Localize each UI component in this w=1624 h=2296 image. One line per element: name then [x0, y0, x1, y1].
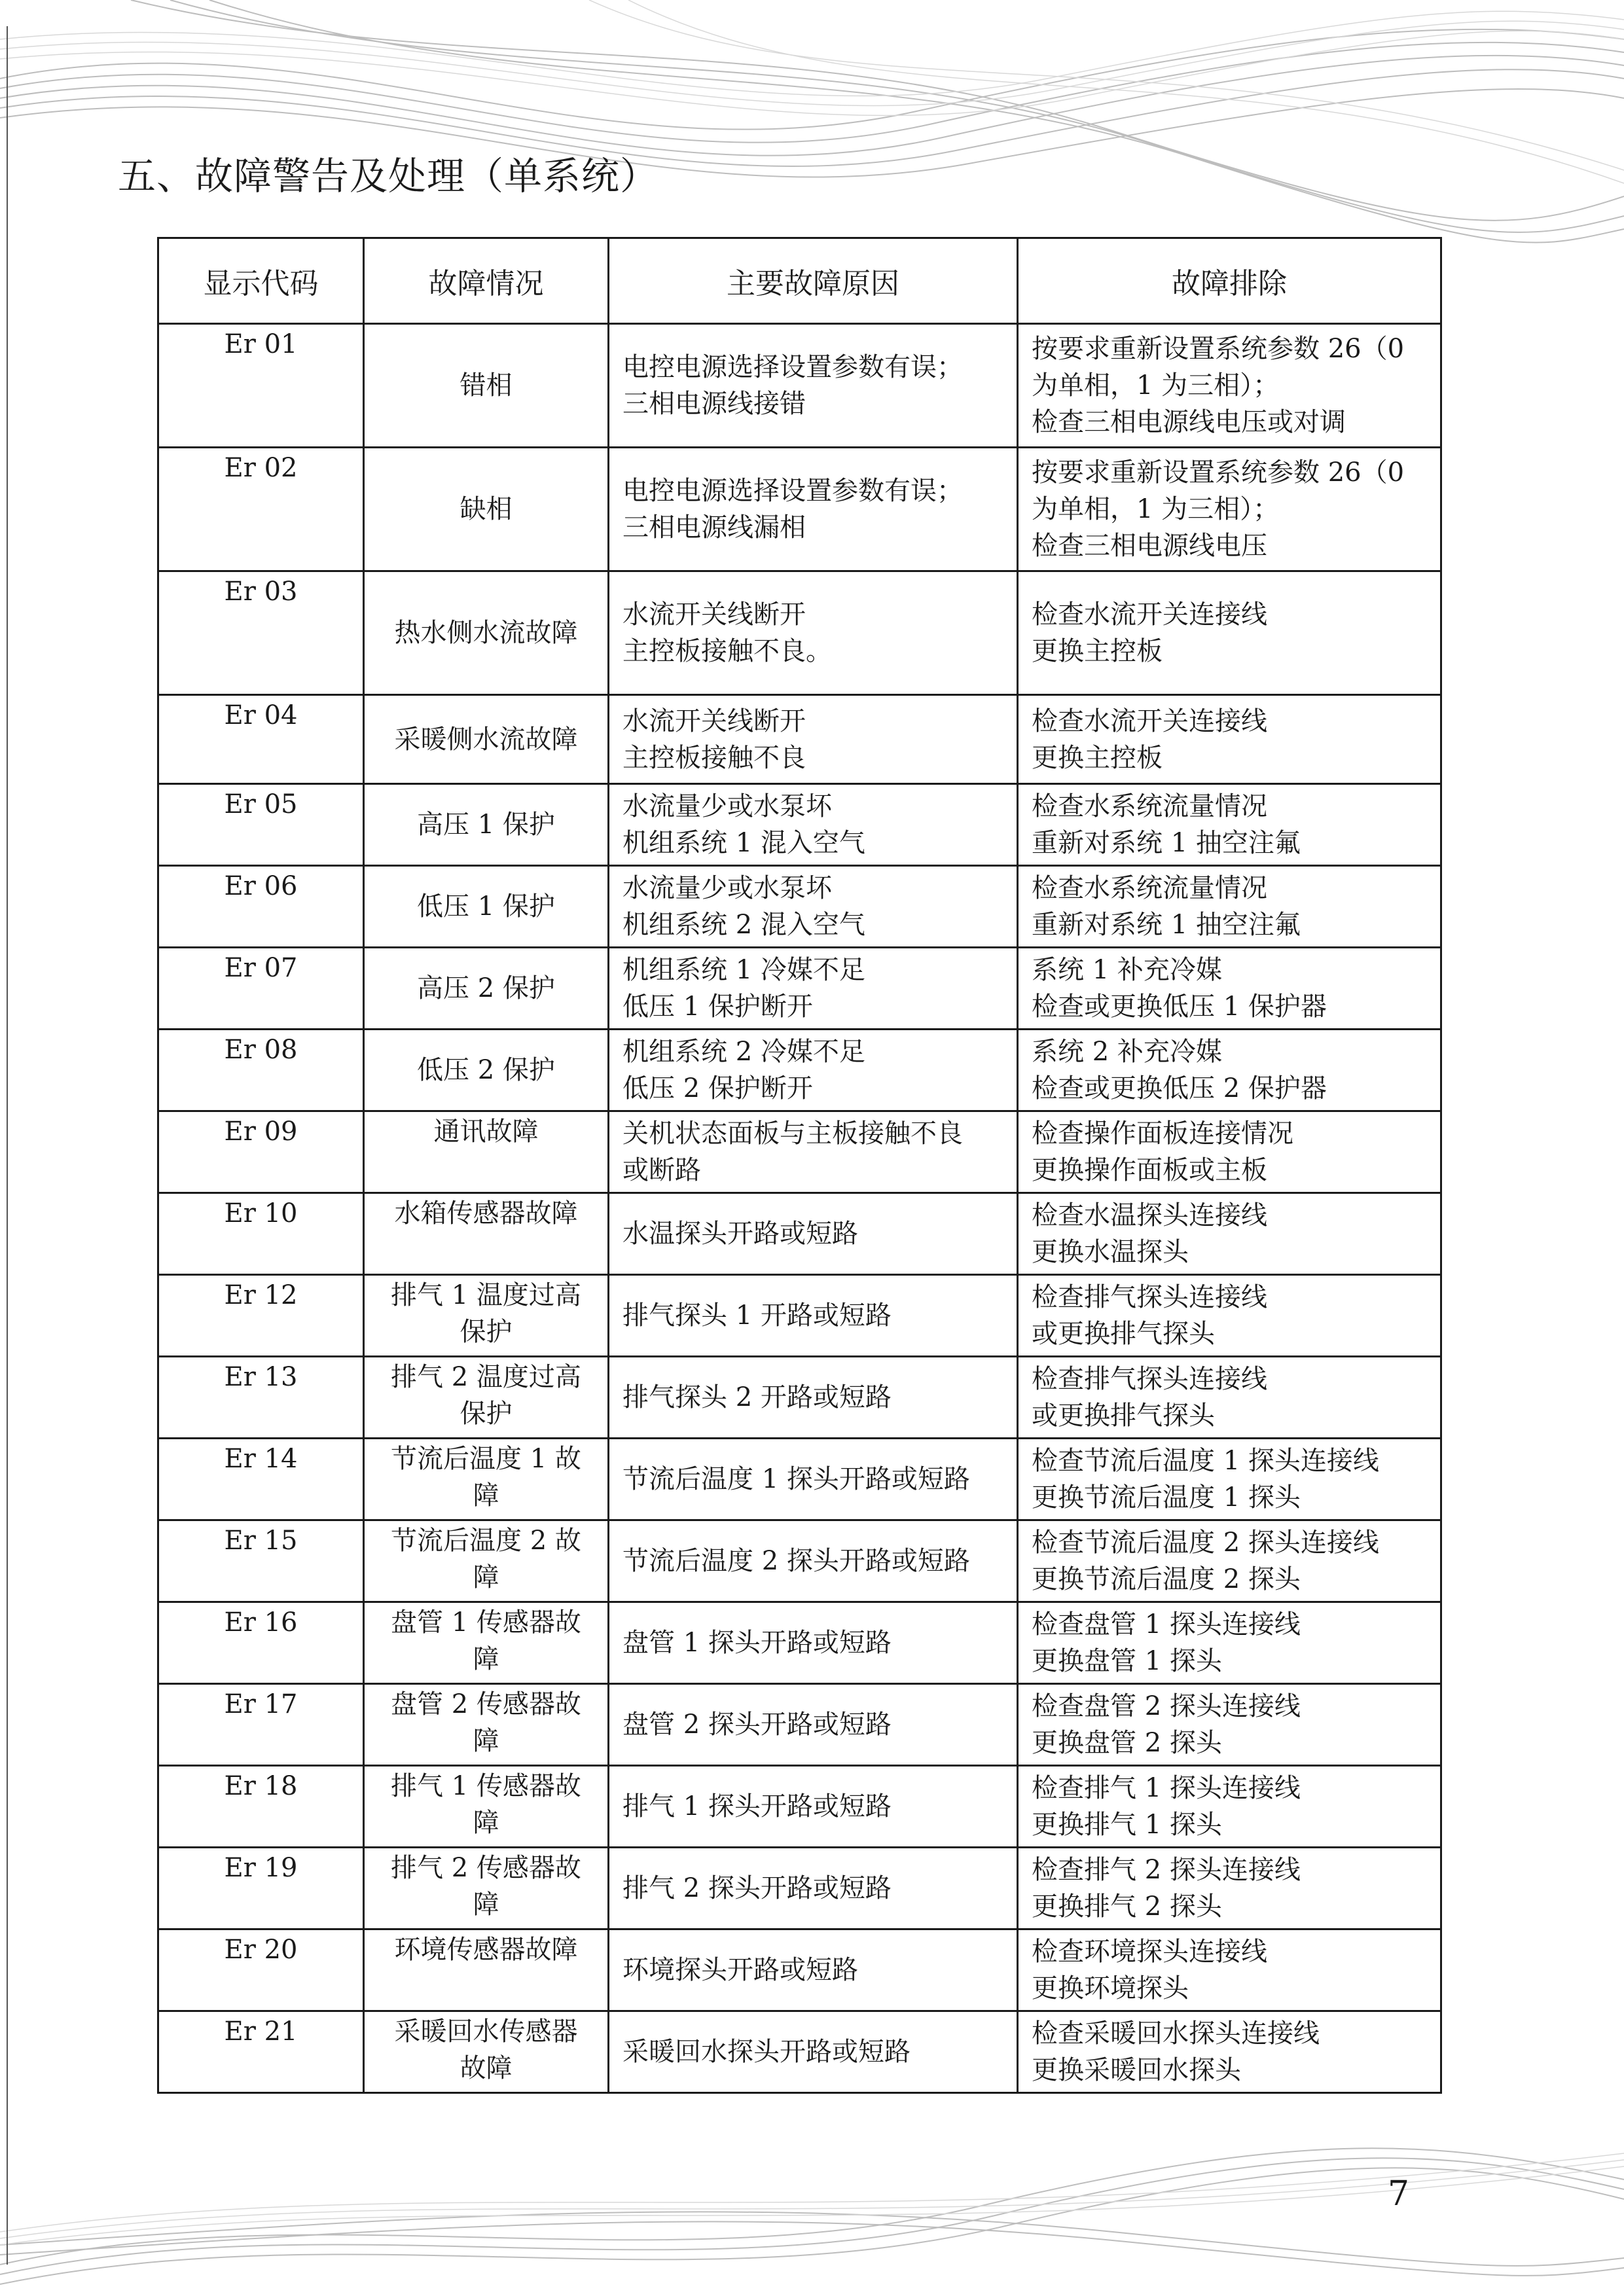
fault-remedy: 系统 1 补充冷媒 检查或更换低压 1 保护器 [1018, 948, 1441, 1030]
fault-remedy: 检查盘管 1 探头连接线 更换盘管 1 探头 [1018, 1602, 1441, 1684]
fault-condition: 节流后温度 2 故 障 [364, 1520, 609, 1602]
fault-cause: 排气 2 探头开路或短路 [609, 1848, 1018, 1929]
table-row [158, 1111, 1441, 1193]
fault-condition: 低压 1 保护 [364, 866, 609, 948]
fault-remedy: 检查操作面板连接情况 更换操作面板或主板 [1018, 1111, 1441, 1193]
fault-cause: 电控电源选择设置参数有误； 三相电源线漏相 [609, 448, 1018, 571]
fault-code: Er 06 [158, 866, 364, 948]
fault-remedy: 系统 2 补充冷媒 检查或更换低压 2 保护器 [1018, 1030, 1441, 1111]
fault-remedy: 检查排气 2 探头连接线 更换排气 2 探头 [1018, 1848, 1441, 1929]
table-row [158, 1848, 1441, 1929]
header-fault-condition: 故障情况 [364, 238, 609, 324]
fault-cause: 节流后温度 1 探头开路或短路 [609, 1439, 1018, 1520]
table-row [158, 784, 1441, 866]
fault-cause: 水流开关线断开 主控板接触不良 [609, 695, 1018, 784]
fault-remedy: 检查节流后温度 2 探头连接线 更换节流后温度 2 探头 [1018, 1520, 1441, 1602]
fault-condition: 盘管 1 传感器故 障 [364, 1602, 609, 1684]
fault-cause: 环境探头开路或短路 [609, 1929, 1018, 2011]
fault-condition: 水箱传感器故障 [364, 1193, 609, 1275]
fault-cause: 排气探头 2 开路或短路 [609, 1357, 1018, 1439]
fault-cause: 机组系统 1 冷媒不足 低压 1 保护断开 [609, 948, 1018, 1030]
fault-code: Er 14 [158, 1439, 364, 1520]
table-header-row [158, 238, 1441, 324]
fault-condition: 热水侧水流故障 [364, 571, 609, 695]
table-row [158, 1439, 1441, 1520]
fault-code: Er 13 [158, 1357, 364, 1439]
table-row [158, 448, 1441, 571]
table-row [158, 1357, 1441, 1439]
fault-remedy: 检查水温探头连接线 更换水温探头 [1018, 1193, 1441, 1275]
fault-remedy: 检查排气探头连接线 或更换排气探头 [1018, 1275, 1441, 1357]
fault-condition: 排气 1 温度过高 保护 [364, 1275, 609, 1357]
table-row [158, 1684, 1441, 1766]
fault-code: Er 10 [158, 1193, 364, 1275]
page-left-border [7, 26, 8, 2265]
fault-code: Er 09 [158, 1111, 364, 1193]
fault-condition: 低压 2 保护 [364, 1030, 609, 1111]
fault-remedy: 检查盘管 2 探头连接线 更换盘管 2 探头 [1018, 1684, 1441, 1766]
fault-remedy: 检查环境探头连接线 更换环境探头 [1018, 1929, 1441, 2011]
fault-table [157, 237, 1442, 2094]
fault-remedy: 检查排气探头连接线 或更换排气探头 [1018, 1357, 1441, 1439]
table-row [158, 1193, 1441, 1275]
header-main-cause: 主要故障原因 [609, 238, 1018, 324]
fault-code: Er 12 [158, 1275, 364, 1357]
fault-cause: 排气探头 1 开路或短路 [609, 1275, 1018, 1357]
fault-code: Er 03 [158, 571, 364, 695]
fault-condition: 采暖回水传感器 故障 [364, 2011, 609, 2093]
table-row [158, 1030, 1441, 1111]
fault-cause: 电控电源选择设置参数有误； 三相电源线接错 [609, 324, 1018, 448]
fault-code: Er 17 [158, 1684, 364, 1766]
table-row [158, 866, 1441, 948]
decorative-wave-bottom [0, 2114, 1624, 2296]
fault-remedy: 检查采暖回水探头连接线 更换采暖回水探头 [1018, 2011, 1441, 2093]
fault-code: Er 18 [158, 1766, 364, 1848]
fault-cause: 水流开关线断开 主控板接触不良。 [609, 571, 1018, 695]
fault-remedy: 检查水流开关连接线 更换主控板 [1018, 571, 1441, 695]
fault-code: Er 04 [158, 695, 364, 784]
fault-cause: 机组系统 2 冷媒不足 低压 2 保护断开 [609, 1030, 1018, 1111]
fault-condition: 高压 1 保护 [364, 784, 609, 866]
fault-condition: 环境传感器故障 [364, 1929, 609, 2011]
fault-code: Er 21 [158, 2011, 364, 2093]
fault-code: Er 15 [158, 1520, 364, 1602]
fault-code: Er 08 [158, 1030, 364, 1111]
header-troubleshooting: 故障排除 [1018, 238, 1441, 324]
fault-condition: 错相 [364, 324, 609, 448]
fault-condition: 节流后温度 1 故 障 [364, 1439, 609, 1520]
table-row [158, 1520, 1441, 1602]
table-row [158, 695, 1441, 784]
table-row [158, 1766, 1441, 1848]
table-row [158, 948, 1441, 1030]
fault-condition: 高压 2 保护 [364, 948, 609, 1030]
fault-cause: 水流量少或水泵坏 机组系统 2 混入空气 [609, 866, 1018, 948]
fault-code: Er 20 [158, 1929, 364, 2011]
fault-code: Er 02 [158, 448, 364, 571]
table-row [158, 571, 1441, 695]
table-row [158, 1929, 1441, 2011]
fault-cause: 水流量少或水泵坏 机组系统 1 混入空气 [609, 784, 1018, 866]
fault-code: Er 01 [158, 324, 364, 448]
fault-remedy: 按要求重新设置系统参数 26（0 为单相，1 为三相）； 检查三相电源线电压或对调 [1018, 324, 1441, 448]
fault-remedy: 检查水系统流量情况 重新对系统 1 抽空注氟 [1018, 866, 1441, 948]
fault-remedy: 检查节流后温度 1 探头连接线 更换节流后温度 1 探头 [1018, 1439, 1441, 1520]
fault-cause: 水温探头开路或短路 [609, 1193, 1018, 1275]
fault-remedy: 检查排气 1 探头连接线 更换排气 1 探头 [1018, 1766, 1441, 1848]
fault-remedy: 检查水系统流量情况 重新对系统 1 抽空注氟 [1018, 784, 1441, 866]
fault-condition: 排气 1 传感器故 障 [364, 1766, 609, 1848]
fault-cause: 盘管 2 探头开路或短路 [609, 1684, 1018, 1766]
section-title: 五、故障警告及处理（单系统） [118, 154, 659, 198]
fault-code: Er 07 [158, 948, 364, 1030]
fault-remedy: 按要求重新设置系统参数 26（0 为单相，1 为三相）； 检查三相电源线电压 [1018, 448, 1441, 571]
header-display-code: 显示代码 [158, 238, 364, 324]
fault-condition: 盘管 2 传感器故 障 [364, 1684, 609, 1766]
fault-cause: 关机状态面板与主板接触不良 或断路 [609, 1111, 1018, 1193]
fault-cause: 排气 1 探头开路或短路 [609, 1766, 1018, 1848]
fault-cause: 采暖回水探头开路或短路 [609, 2011, 1018, 2093]
fault-remedy: 检查水流开关连接线 更换主控板 [1018, 695, 1441, 784]
fault-condition: 排气 2 传感器故 障 [364, 1848, 609, 1929]
decorative-wave-top [0, 0, 1624, 249]
fault-condition: 排气 2 温度过高 保护 [364, 1357, 609, 1439]
fault-cause: 盘管 1 探头开路或短路 [609, 1602, 1018, 1684]
fault-cause: 节流后温度 2 探头开路或短路 [609, 1520, 1018, 1602]
fault-condition: 采暖侧水流故障 [364, 695, 609, 784]
page-number: 7 [1388, 2174, 1410, 2214]
fault-code: Er 05 [158, 784, 364, 866]
fault-condition: 缺相 [364, 448, 609, 571]
table-row [158, 1602, 1441, 1684]
fault-condition: 通讯故障 [364, 1111, 609, 1193]
fault-code: Er 16 [158, 1602, 364, 1684]
table-row [158, 2011, 1441, 2093]
table-row [158, 324, 1441, 448]
fault-code: Er 19 [158, 1848, 364, 1929]
table-row [158, 1275, 1441, 1357]
